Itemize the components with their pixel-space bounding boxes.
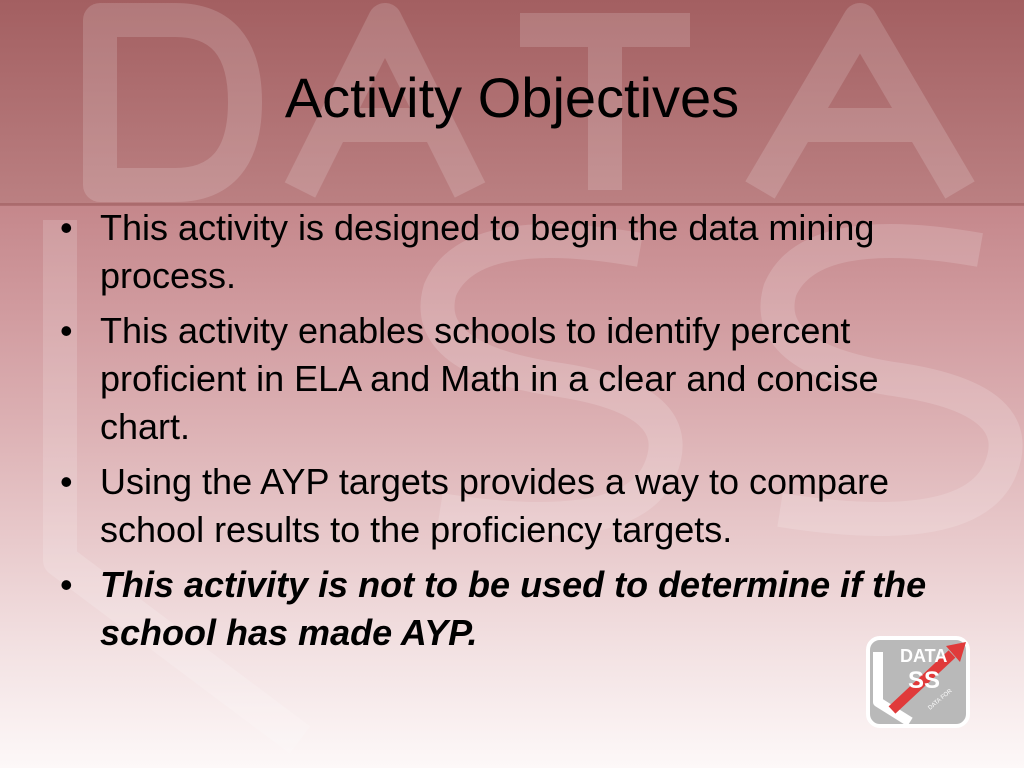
data4ss-logo <box>862 632 982 732</box>
bullet-marker: • <box>60 461 73 502</box>
bullet-list <box>60 204 970 664</box>
bullet-marker: • <box>60 310 73 351</box>
bullet-marker: • <box>60 564 73 605</box>
svg-text:DATA: DATA <box>900 646 948 666</box>
bullet-marker: • <box>60 207 73 248</box>
svg-text:DATA FOR: DATA FOR <box>927 688 954 712</box>
bullet-text: This activity enables schools to identify percent proficient in ELA and Math in a clear and concise chart. <box>100 310 879 447</box>
bullet-item <box>60 307 970 451</box>
bullet-text: This activity is not to be used to determine if the school has made AYP. <box>100 564 927 653</box>
bullet-text: Using the AYP targets provides a way to compare school results to the proficiency targets. <box>100 461 890 550</box>
bullet-item <box>60 204 970 300</box>
bullet-text: This activity is designed to begin the data mining process. <box>100 207 875 296</box>
slide-title: Activity Objectives <box>284 66 740 129</box>
bullet-item-emphasis <box>60 561 970 657</box>
svg-text:SS: SS <box>908 667 941 694</box>
bullet-item <box>60 458 970 554</box>
